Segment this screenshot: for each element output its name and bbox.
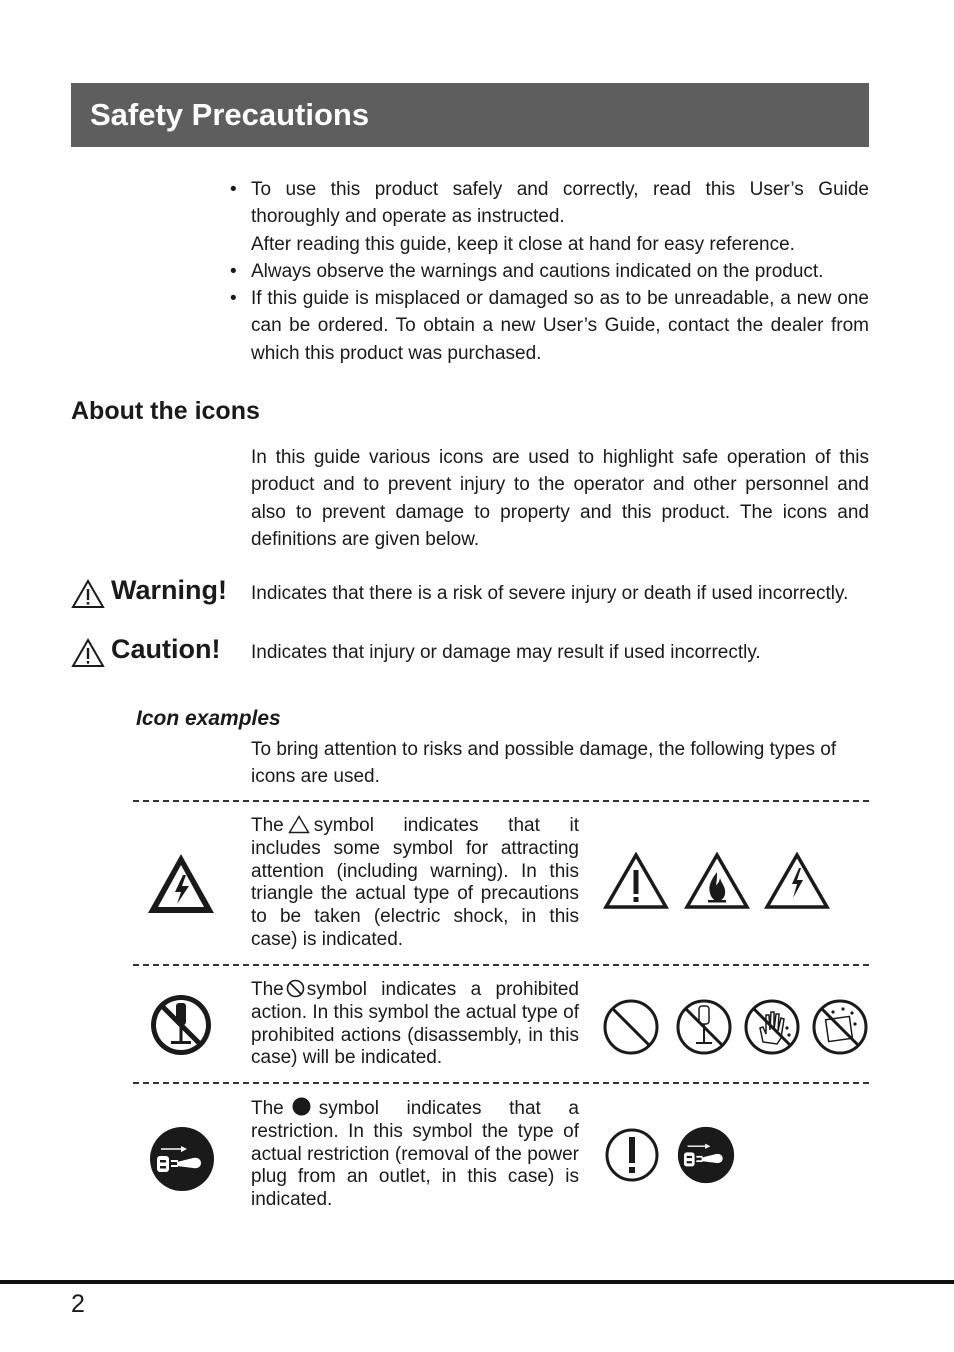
page-title: Safety Precautions — [90, 97, 370, 132]
remove-plug-icon — [677, 1126, 735, 1184]
electric-shock-icon — [764, 852, 830, 910]
intro-bullet-list — [228, 176, 869, 367]
warning-row — [71, 575, 871, 615]
icon-examples-heading: Icon examples — [136, 707, 281, 730]
warning-description: Indicates that there is a risk of severe injury or death if used incorrectly. — [251, 583, 849, 604]
divider — [133, 800, 869, 802]
bullet-icon: • — [230, 288, 237, 310]
do-not-touch-wet-hands-icon — [743, 998, 801, 1056]
list-item: • If this guide is misplaced or damaged so as to be unreadable, a new one can be ordered. To obtain a new User’s Guide, contact the dealer from which this product was purchased. — [228, 285, 869, 367]
page-number: 2 — [71, 1290, 85, 1318]
filled-circle-symbol-icon — [292, 1097, 311, 1116]
triangle-symbol-icon — [288, 815, 310, 834]
caution-label: Caution! — [111, 634, 221, 664]
bullet-icon: • — [230, 179, 237, 200]
fire-warning-icon — [684, 852, 750, 910]
divider — [133, 1082, 869, 1084]
footer-rule — [0, 1280, 954, 1284]
title-bar — [71, 83, 869, 147]
warning-triangle-icon — [71, 579, 105, 609]
do-not-get-wet-icon — [811, 998, 869, 1056]
example-text-prohibited: The symbol indicates a prohibited action. In this symbol the actual type of prohibited actions (disassembly, in this case) will be indicated. — [251, 979, 579, 1069]
caution-triangle-icon — [71, 638, 105, 668]
electric-shock-warning-icon — [145, 851, 217, 917]
about-icons-intro: In this guide various icons are used to highlight safe operation of this product and to prevent injury to the operator and other personnel and also to prevent damage to property and this product. The icons and definitions are given below. — [251, 447, 869, 550]
example-text-restriction: The symbol indicates that a restriction. In this symbol the type of actual restriction (removal of the power plug from an outlet, in this case) is indicated. — [251, 1098, 579, 1211]
list-item: • To use this product safely and correctly, read this User’s Guide thoroughly and operate as instructed. After reading this guide, keep it close at hand for easy reference. — [228, 176, 869, 258]
disassembly-prohibited-icon — [675, 998, 733, 1056]
no-disassembly-icon — [148, 992, 214, 1058]
icon-examples-intro: To bring attention to risks and possible damage, the following types of icons are used. — [251, 739, 837, 788]
warning-label: Warning! — [111, 575, 227, 605]
mandatory-action-icon — [604, 1126, 660, 1184]
bullet-icon: • — [230, 260, 237, 282]
caution-row — [71, 634, 871, 674]
unplug-power-icon — [149, 1126, 215, 1192]
general-warning-icon — [603, 852, 669, 910]
caution-description: Indicates that injury or damage may result if used incorrectly. — [251, 642, 761, 663]
general-prohibition-icon — [602, 998, 660, 1056]
example-text-warning: The symbol indicates that it includes some symbol for attracting attention (including warning). In this triangle the actual type of precautions to be taken (electric shock, in this case) is indicated. — [251, 815, 579, 950]
divider — [133, 964, 869, 966]
prohibition-symbol-icon — [286, 979, 305, 998]
list-item: • Always observe the warnings and cautions indicated on the product. — [228, 258, 869, 285]
about-icons-heading: About the icons — [71, 397, 260, 425]
